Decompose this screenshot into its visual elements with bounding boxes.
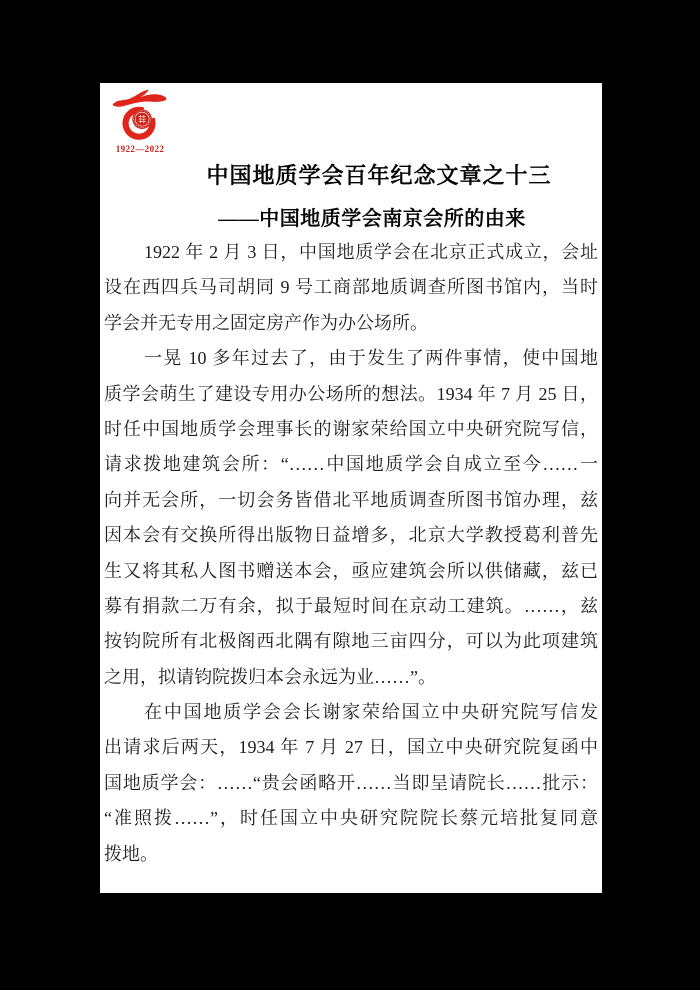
body-line: 质学会萌生了建设专用办公场所的想法。1934 年 7 月 25 日， bbox=[104, 383, 598, 404]
document-page bbox=[100, 83, 602, 893]
body-line: 一晃 10 多年过去了，由于发生了两件事情，使中国地 bbox=[144, 348, 598, 369]
body-line: 按钧院所有北极阁西北隅有隙地三亩四分，可以为此项建筑 bbox=[104, 631, 598, 652]
body-line: 之用，拟请钧院拨归本会永远为业……”。 bbox=[104, 666, 436, 687]
article-body bbox=[104, 235, 598, 872]
body-line: 生又将其私人图书赠送本会，亟应建筑会所以供储藏，兹已 bbox=[104, 560, 598, 581]
body-line: 拨地。 bbox=[104, 843, 158, 864]
article-subtitle: ——中国地质学会南京会所的由来 bbox=[218, 208, 526, 230]
body-line: 国地质学会：……“贵会函略开……当即呈请院长……批示： bbox=[104, 772, 598, 793]
body-line: “准照拨……”，时任国立中央研究院院长蔡元培批复同意 bbox=[104, 808, 598, 829]
body-line: 1922 年 2 月 3 日，中国地质学会在北京正式成立，会址 bbox=[144, 242, 598, 262]
body-line: 设在西四兵马司胡同 9 号工商部地质调查所图书馆内，当时 bbox=[104, 277, 598, 298]
body-line: 出请求后两天，1934 年 7 月 27 日，国立中央研究院复函中 bbox=[104, 737, 598, 758]
centennial-logo bbox=[108, 87, 172, 154]
centennial-logo-icon bbox=[109, 87, 171, 143]
body-line: 学会并无专用之固定房产作为办公场所。 bbox=[104, 312, 428, 333]
body-line: 因本会有交换所得出版物日益增多，北京大学教授葛利普先 bbox=[104, 525, 598, 546]
article-title: 中国地质学会百年纪念文章之十三 bbox=[206, 163, 552, 188]
body-line: 在中国地质学会会长谢家荣给国立中央研究院写信发 bbox=[144, 702, 598, 723]
body-line: 时任中国地质学会理事长的谢家荣给国立中央研究院写信， bbox=[104, 418, 598, 439]
body-line: 请求拨地建筑会所：“……中国地质学会自成立至今……一 bbox=[104, 454, 598, 475]
body-line: 募有捐款二万有余，拟于最短时间在京动工建筑。……，兹 bbox=[104, 595, 598, 616]
logo-years-label: 1922—2022 bbox=[115, 144, 165, 154]
body-line: 向并无会所，一切会务皆借北平地质调查所图书馆办理，兹 bbox=[104, 489, 598, 510]
